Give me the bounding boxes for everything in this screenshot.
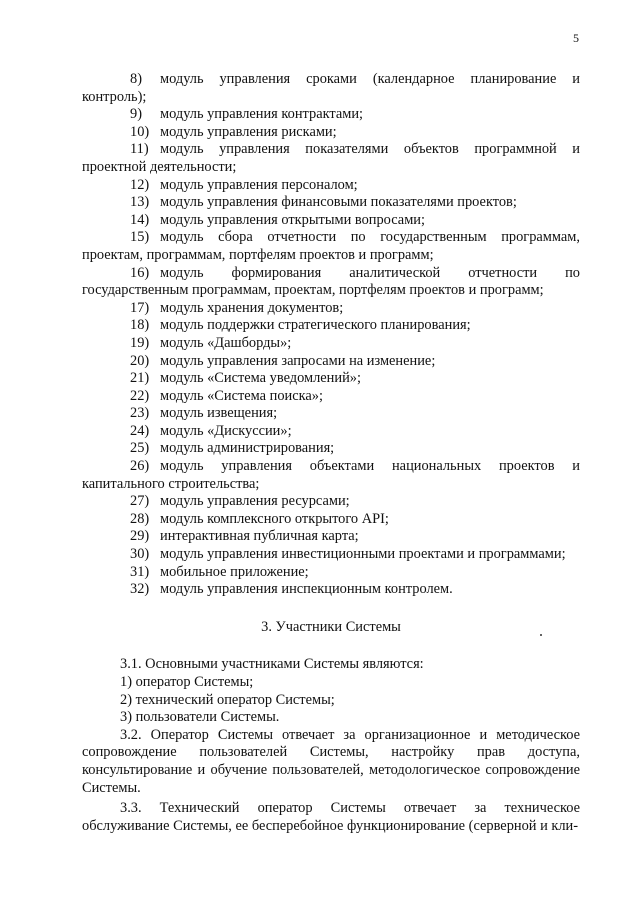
list-item: 24) модуль «Дискуссии»; <box>130 422 292 439</box>
list-item: 31) мобильное приложение; <box>130 563 309 580</box>
list-item: 1) оператор Системы; <box>120 674 254 690</box>
list-item: 28) модуль комплексного открытого API; <box>130 510 389 527</box>
list-item: 18) модуль поддержки стратегического планирования; <box>130 317 471 334</box>
scan-speck <box>540 634 542 636</box>
list-item: 27) модуль управления ресурсами; <box>130 493 350 510</box>
list-item: 20) модуль управления запросами на изменение; <box>130 352 436 369</box>
list-item: 26) модуль управления объектами национальных проектов и капитального строительства; <box>82 458 580 492</box>
list-item: 17) модуль хранения документов; <box>130 299 344 316</box>
list-item: 2) технический оператор Системы; <box>120 691 335 708</box>
list-item: 21) модуль «Система уведомлений»; <box>130 370 361 387</box>
list-item: 15) модуль сбора отчетности по государственным программам, проектам, программам, портфелям проектов и программ; <box>82 229 580 263</box>
document-body <box>82 71 580 835</box>
list-item: 23) модуль извещения; <box>130 405 278 422</box>
list-item: 10) модуль управления рисками; <box>130 123 337 140</box>
list-item: 12) модуль управления персоналом; <box>130 176 358 193</box>
list-item: 16) модуль формирования аналитической отчетности по государственным программам, проектам, портфелям проектов и программ; <box>82 264 580 299</box>
list-item: 3) пользователи Системы. <box>120 709 280 726</box>
list-item: 9) модуль управления контрактами; <box>130 106 364 123</box>
list-item: 22) модуль «Система поиска»; <box>130 387 324 404</box>
section-heading: 3. Участники Системы <box>261 618 401 635</box>
paragraph-3-1: 3.1. Основными участниками Системы являются: <box>120 656 424 673</box>
list-item: 13) модуль управления финансовыми показателями проектов; <box>130 194 517 211</box>
list-item: 30) модуль управления инвестиционными проектами и программами; <box>130 546 566 563</box>
page-number: 5 <box>573 31 579 45</box>
paragraph-3-2: 3.2. Оператор Системы отвечает за организационное и методическое сопровождение пользователей Системы, настройку прав доступа, консультирование и обучение пользователей, методологическое сопровождение Системы. <box>82 726 580 796</box>
list-item: 11) модуль управления показателями объектов программной и проектной деятельности; <box>82 141 580 175</box>
spacer <box>82 636 580 656</box>
list-item: 14) модуль управления открытыми вопросами; <box>130 211 425 228</box>
list-item: 25) модуль администрирования; <box>130 440 335 457</box>
list-item: 29) интерактивная публичная карта; <box>130 528 359 545</box>
list-item: 8) модуль управления сроками (календарное планирование и контроль); <box>82 71 580 105</box>
paragraph-3-3: 3.3. Технический оператор Системы отвечает за техническое обслуживание Системы, ее бесперебойное функционирование (серверной и кли- <box>82 800 580 834</box>
list-item: 19) модуль «Дашборды»; <box>130 334 292 351</box>
list-item: 32) модуль управления инспекционным контролем. <box>130 581 453 598</box>
